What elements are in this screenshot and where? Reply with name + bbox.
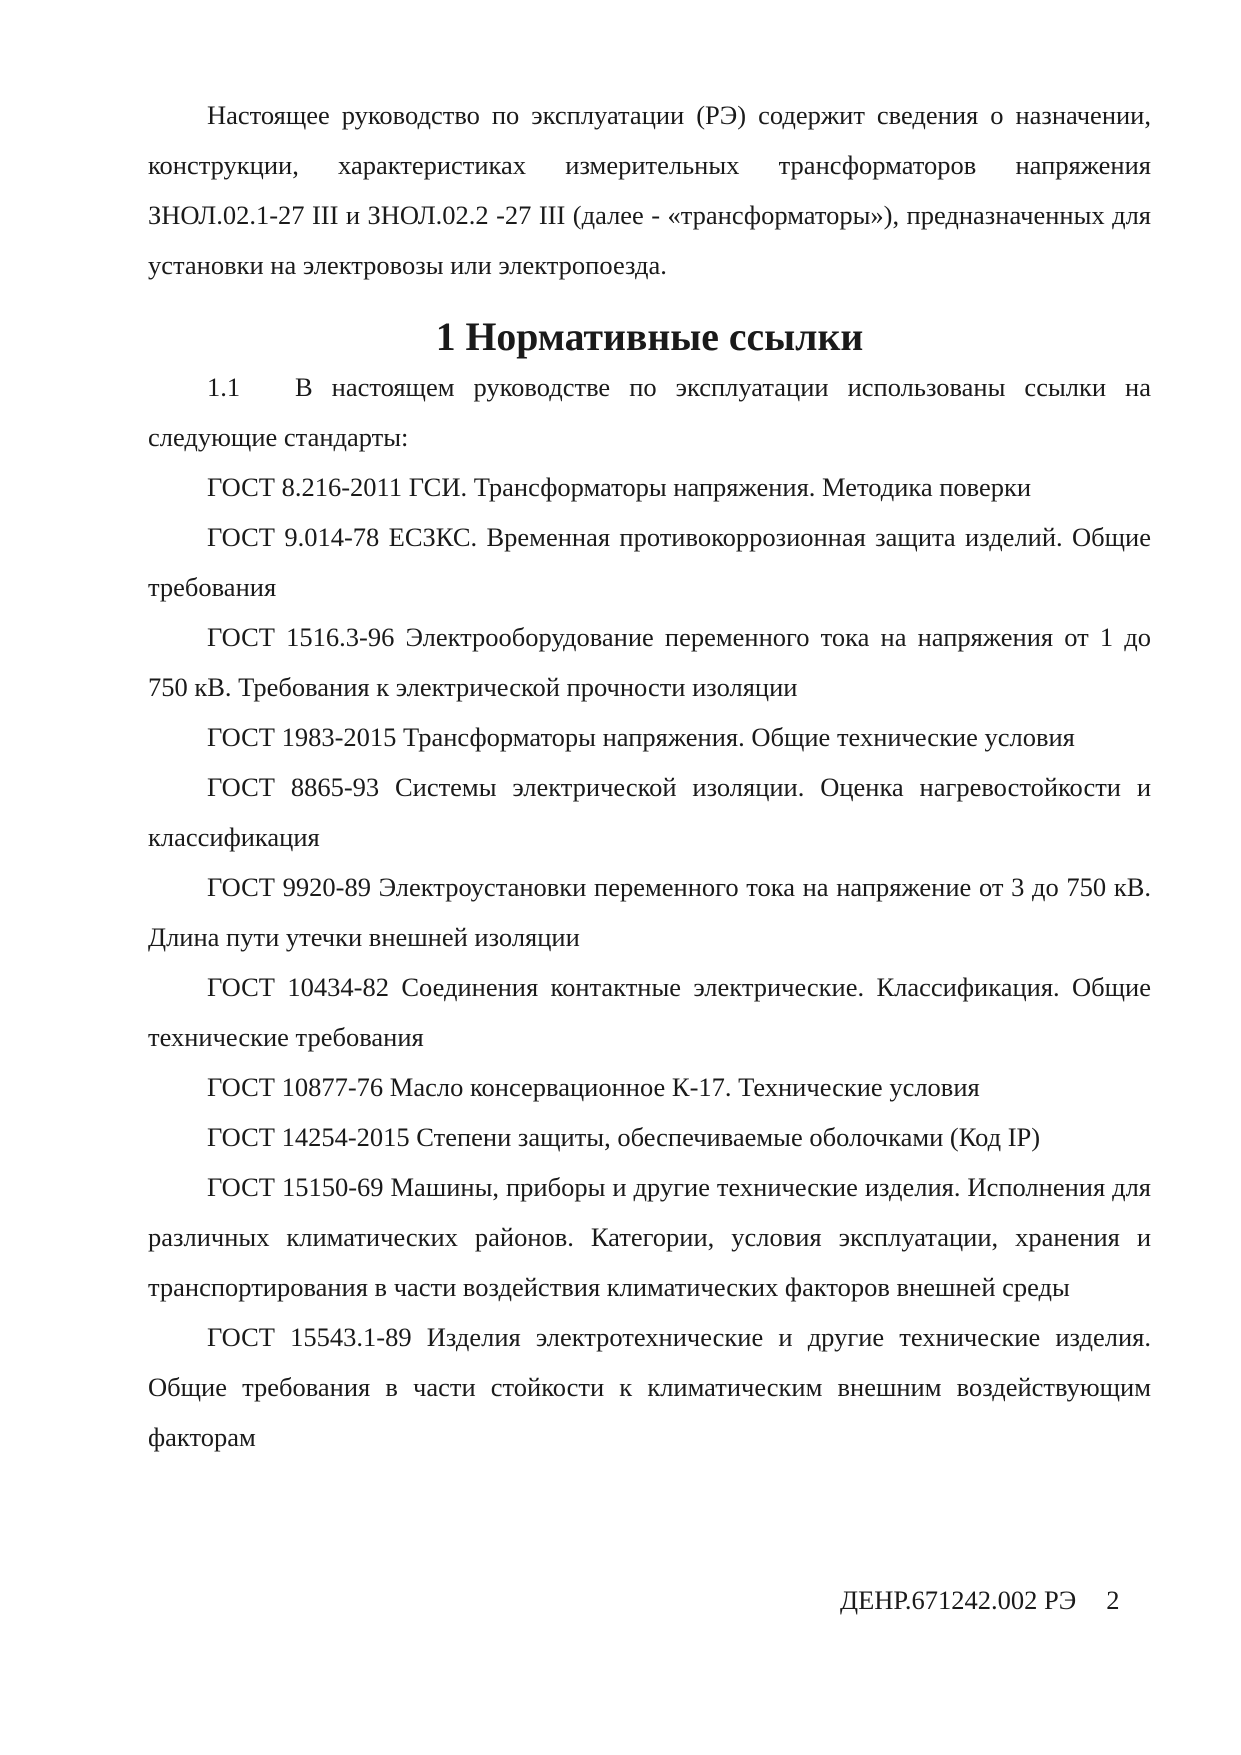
standard-entry: ГОСТ 8865-93 Системы электрической изоляции. Оценка нагревостойкости и классификация: [148, 772, 1151, 852]
page-footer: [840, 1580, 1119, 1620]
numbered-item: [148, 362, 1151, 462]
standard-entry: ГОСТ 10434-82 Соединения контактные электрические. Классификация. Общие технические требования: [148, 972, 1151, 1052]
document-code: ДЕНР.671242.002 РЭ: [840, 1585, 1077, 1615]
standard-entry: ГОСТ 14254-2015 Степени защиты, обеспечиваемые оболочками (Код IP): [207, 1122, 1041, 1152]
standard-entry: ГОСТ 1983-2015 Трансформаторы напряжения. Общие технические условия: [207, 722, 1075, 752]
item-number: 1.1: [207, 372, 241, 402]
standard-entry: ГОСТ 9.014-78 ЕСЗКС. Временная противокоррозионная защита изделий. Общие требования: [148, 522, 1151, 602]
intro-paragraph: Настоящее руководство по эксплуатации (РЭ) содержит сведения о назначении, конструкции, характеристиках измерительных трансформаторов напряжения ЗНОЛ.02.1-27 III и ЗНОЛ.02.2 -27 III (далее - «трансформаторы»), предназначенных для установки на электровозы или электропоезда.: [148, 100, 1151, 280]
standard-entry: ГОСТ 9920-89 Электроустановки переменного тока на напряжение от 3 до 750 кВ. Длина пути утечки внешней изоляции: [148, 872, 1151, 952]
item-text: В настоящем руководстве по эксплуатации использованы ссылки на следующие стандарты:: [148, 372, 1151, 452]
standard-entry: ГОСТ 1516.3-96 Электрооборудование переменного тока на напряжения от 1 до 750 кВ. Требования к электрической прочности изоляции: [148, 622, 1151, 702]
page-number: 2: [1106, 1585, 1120, 1615]
standard-entry: ГОСТ 10877-76 Масло консервационное К-17. Технические условия: [207, 1072, 980, 1102]
standard-entry: ГОСТ 15543.1-89 Изделия электротехнические и другие технические изделия. Общие требования в части стойкости к климатическим внешним воздействующим факторам: [148, 1322, 1151, 1452]
standard-entry: ГОСТ 8.216-2011 ГСИ. Трансформаторы напряжения. Методика поверки: [207, 472, 1032, 502]
section-heading: 1 Нормативные ссылки: [435, 315, 864, 359]
standard-entry: ГОСТ 15150-69 Машины, приборы и другие технические изделия. Исполнения для различных климатических районов. Категории, условия эксплуатации, хранения и транспортирования в части воздействия климатических факторов внешней среды: [148, 1172, 1151, 1302]
document-page: [148, 90, 1151, 1462]
